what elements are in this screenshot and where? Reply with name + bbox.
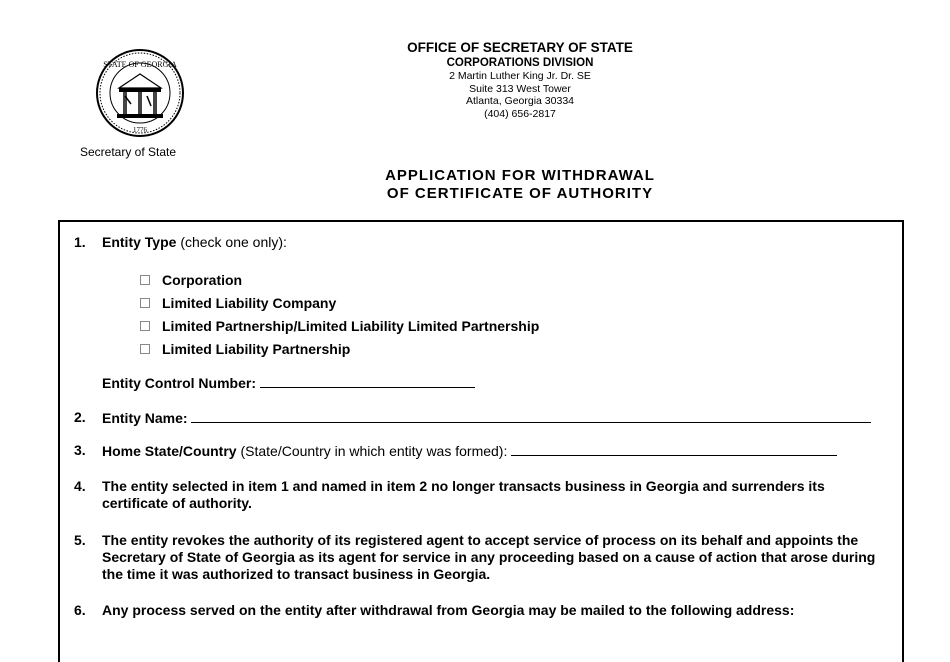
- division-name: CORPORATIONS DIVISION: [446, 57, 594, 69]
- entity-type-hint: (check one only):: [180, 234, 287, 250]
- checkbox[interactable]: [140, 298, 150, 308]
- office-title: OFFICE OF SECRETARY OF STATE: [407, 40, 633, 55]
- form-box: [58, 220, 904, 662]
- address-line: Atlanta, Georgia 30334: [466, 95, 574, 107]
- item-6-statement: 6. Any process served on the entity after withdrawal from Georgia may be mailed to the following address:: [74, 602, 795, 618]
- checkbox[interactable]: [140, 275, 150, 285]
- seal-caption: Secretary of State: [80, 145, 177, 159]
- item-5-statement: 5. The entity revokes the authority of its registered agent to accept service of process on its behalf and appoints the Secretary of State of Georgia as its agent for service in any proceeding based on a cause of action that arose during the time it was authorized to transact business in Georgia.: [74, 532, 876, 582]
- checkbox[interactable]: [140, 321, 150, 331]
- phone-number: (404) 656-2817: [484, 107, 556, 120]
- svg-text:STATE OF GEORGIA: STATE OF GEORGIA: [103, 60, 177, 69]
- svg-text:1776: 1776: [133, 126, 147, 134]
- item-home-state: 3. Home State/Country (State/Country in which entity was formed):: [74, 442, 886, 460]
- georgia-state-seal: [95, 48, 185, 138]
- option-llp[interactable]: Limited Liability Partnership: [140, 337, 539, 360]
- address-line: Suite 313 West Tower: [469, 82, 571, 95]
- checkbox[interactable]: [140, 344, 150, 354]
- entity-control-number: Entity Control Number:: [102, 374, 475, 391]
- item-entity-type: 1. Entity Type (check one only):: [74, 234, 287, 250]
- form-title: APPLICATION FOR WITHDRAWAL OF CERTIFICATE OF AUTHORITY: [385, 167, 655, 202]
- option-corporation[interactable]: Corporation: [140, 268, 539, 291]
- item-4-statement: 4. The entity selected in item 1 and named in item 2 no longer transacts business in Georgia and surrenders its certificate of authority.: [74, 478, 825, 511]
- entity-type-options: [140, 268, 539, 360]
- option-lp-lllp[interactable]: Limited Partnership/Limited Liability Limited Partnership: [140, 314, 539, 337]
- item-entity-name: 2. Entity Name:: [74, 409, 886, 427]
- entity-name-field[interactable]: [191, 409, 871, 423]
- office-header: [340, 40, 700, 120]
- home-state-field[interactable]: [511, 442, 837, 456]
- option-llc[interactable]: Limited Liability Company: [140, 291, 539, 314]
- address-line: 2 Martin Luther King Jr. Dr. SE: [449, 70, 591, 82]
- entity-control-number-field[interactable]: [260, 374, 475, 388]
- entity-type-label: Entity Type: [102, 234, 177, 250]
